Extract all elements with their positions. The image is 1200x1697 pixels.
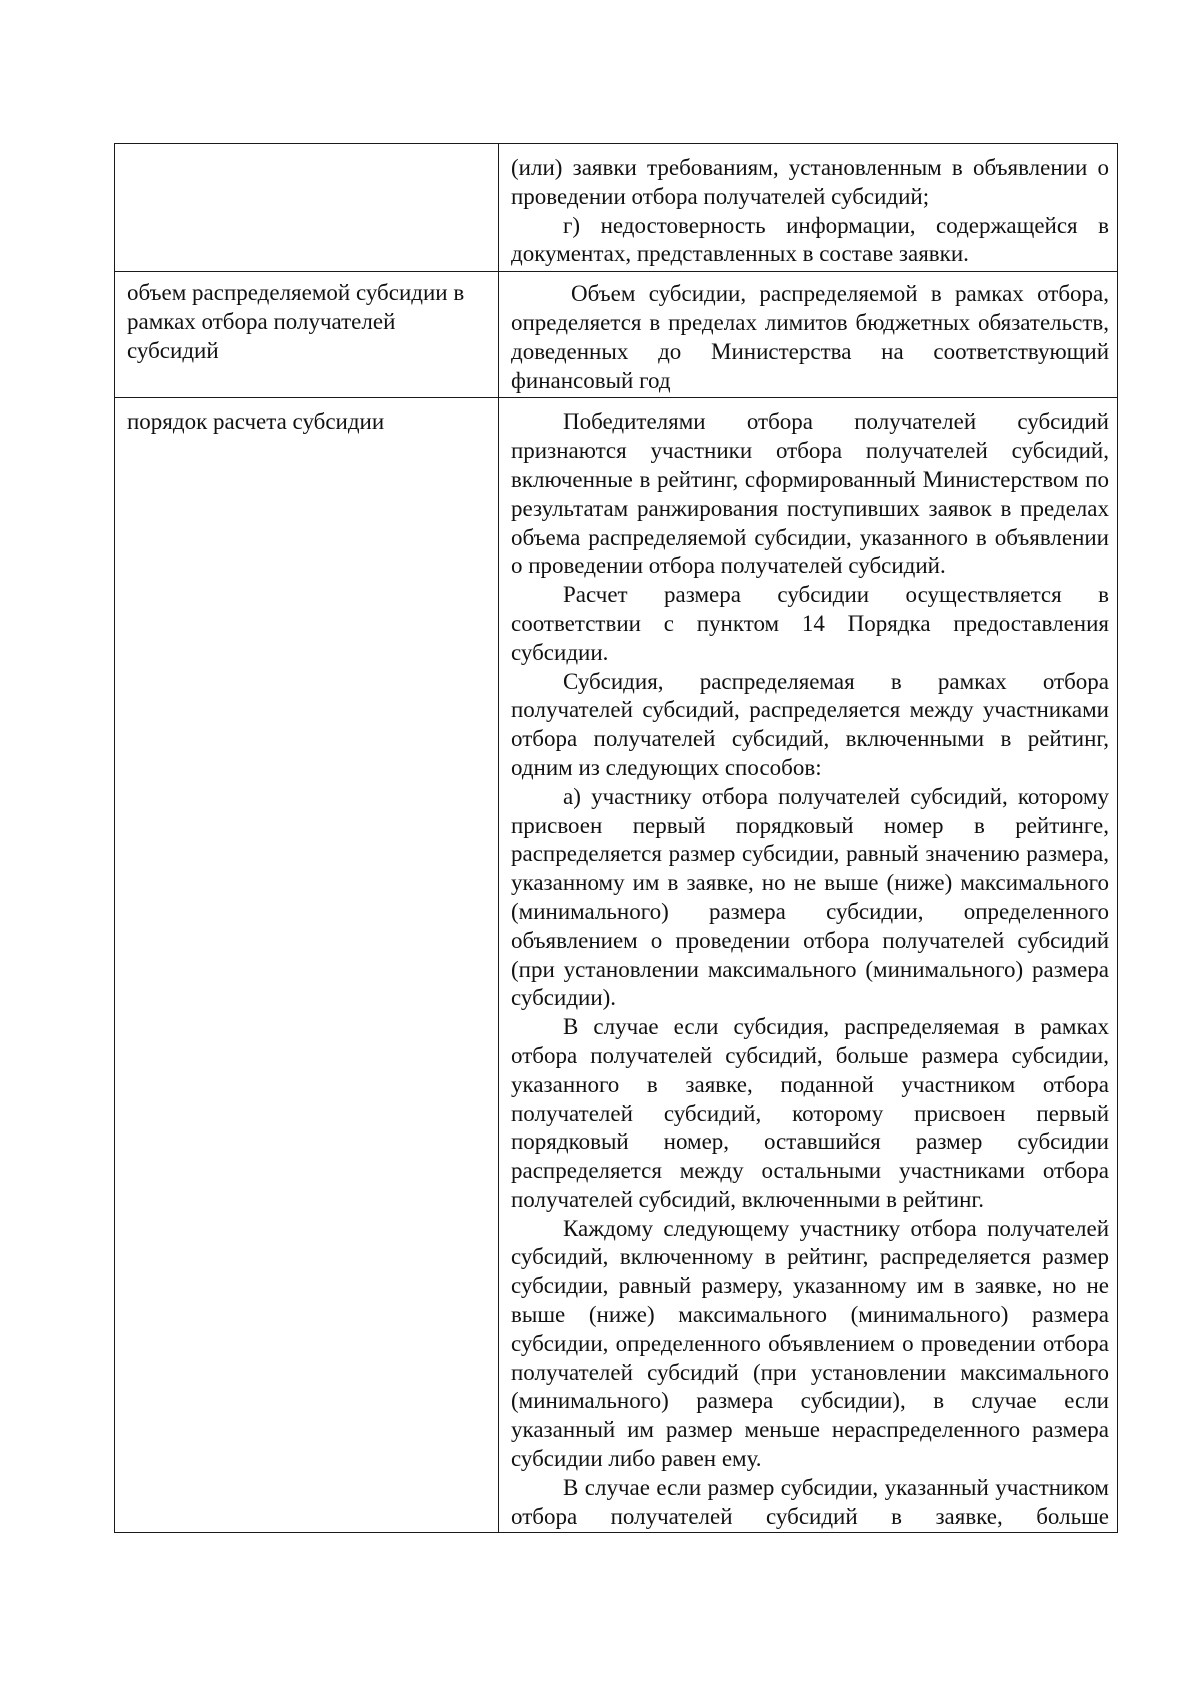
paragraph: Расчет размера субсидии осуществляется в соответствии с пунктом 14 Порядка предоставления субсидии. xyxy=(511,582,1109,665)
paragraph: В случае если субсидия, распределяемая в рамках отбора получателей субсидий, больше размера субсидии, указанного в заявке, поданной участником отбора получателей субсидий, которому присвоен первый порядковый номер, оставшийся размер субсидии распределяется между остальными участниками отбора получателей субсидий, включенными в рейтинг. xyxy=(511,1014,1109,1212)
table-content-cell xyxy=(499,144,1118,272)
table-content-cell xyxy=(499,272,1118,398)
table-row xyxy=(115,398,1118,1533)
row-label: объем распределяемой субсидии в рамках отбора получателей субсидий xyxy=(127,280,465,363)
subsidy-table xyxy=(114,143,1118,1533)
table-label-cell xyxy=(115,272,499,398)
table-label-cell xyxy=(115,398,499,1533)
paragraph: Каждому следующему участнику отбора получателей субсидий, включенному в рейтинг, распределяется размер субсидии, равный размеру, указанному им в заявке, но не выше (ниже) максимального (минимального) размера субсидии, определенного объявлением о проведении отбора получателей субсидий (при установлении максимального (минимального) размера субсидии), в случае если указанный им размер меньше нераспределенного размера субсидии либо равен ему. xyxy=(511,1215,1109,1472)
paragraph: В случае если размер субсидии, указанный участником отбора получателей субсидий в заявке, больше xyxy=(511,1474,1109,1529)
table-content-cell xyxy=(499,398,1118,1533)
paragraph: г) недостоверность информации, содержащейся в документах, представленных в составе заявки. xyxy=(511,212,1109,267)
paragraph: Победителями отбора получателей субсидий признаются участники отбора получателей субсидий, включенные в рейтинг, сформированный Министерством по результатам ранжирования поступивших заявок в пределах объема распределяемой субсидии, указанного в объявлении о проведении отбора получателей субсидий. xyxy=(511,409,1109,579)
paragraph: Субсидия, распределяемая в рамках отбора получателей субсидий, распределяется между участниками отбора получателей субсидий, включенными в рейтинг, одним из следующих способов: xyxy=(511,668,1109,780)
table-row xyxy=(115,272,1118,398)
table-label-cell xyxy=(115,144,499,272)
row-label: порядок расчета субсидии xyxy=(127,409,385,435)
paragraph: (или) заявки требованиям, установленным в объявлении о проведении отбора получателей субсидий; xyxy=(511,155,1109,209)
paragraph: Объем субсидии, распределяемой в рамках отбора, определяется в пределах лимитов бюджетных обязательств, доведенных до Министерства на соответствующий финансовый год xyxy=(511,281,1109,393)
table-row xyxy=(115,144,1118,272)
row-label xyxy=(127,144,490,151)
paragraph: а) участнику отбора получателей субсидий, которому присвоен первый порядковый номер в рейтинге, распределяется размер субсидии, равный значению размера, указанному им в заявке, но не выше (ниже) максимального (минимального) размера субсидии, определенного объявлением о проведении отбора получателей субсидий (при установлении максимального (минимального) размера субсидии). xyxy=(511,783,1109,1011)
